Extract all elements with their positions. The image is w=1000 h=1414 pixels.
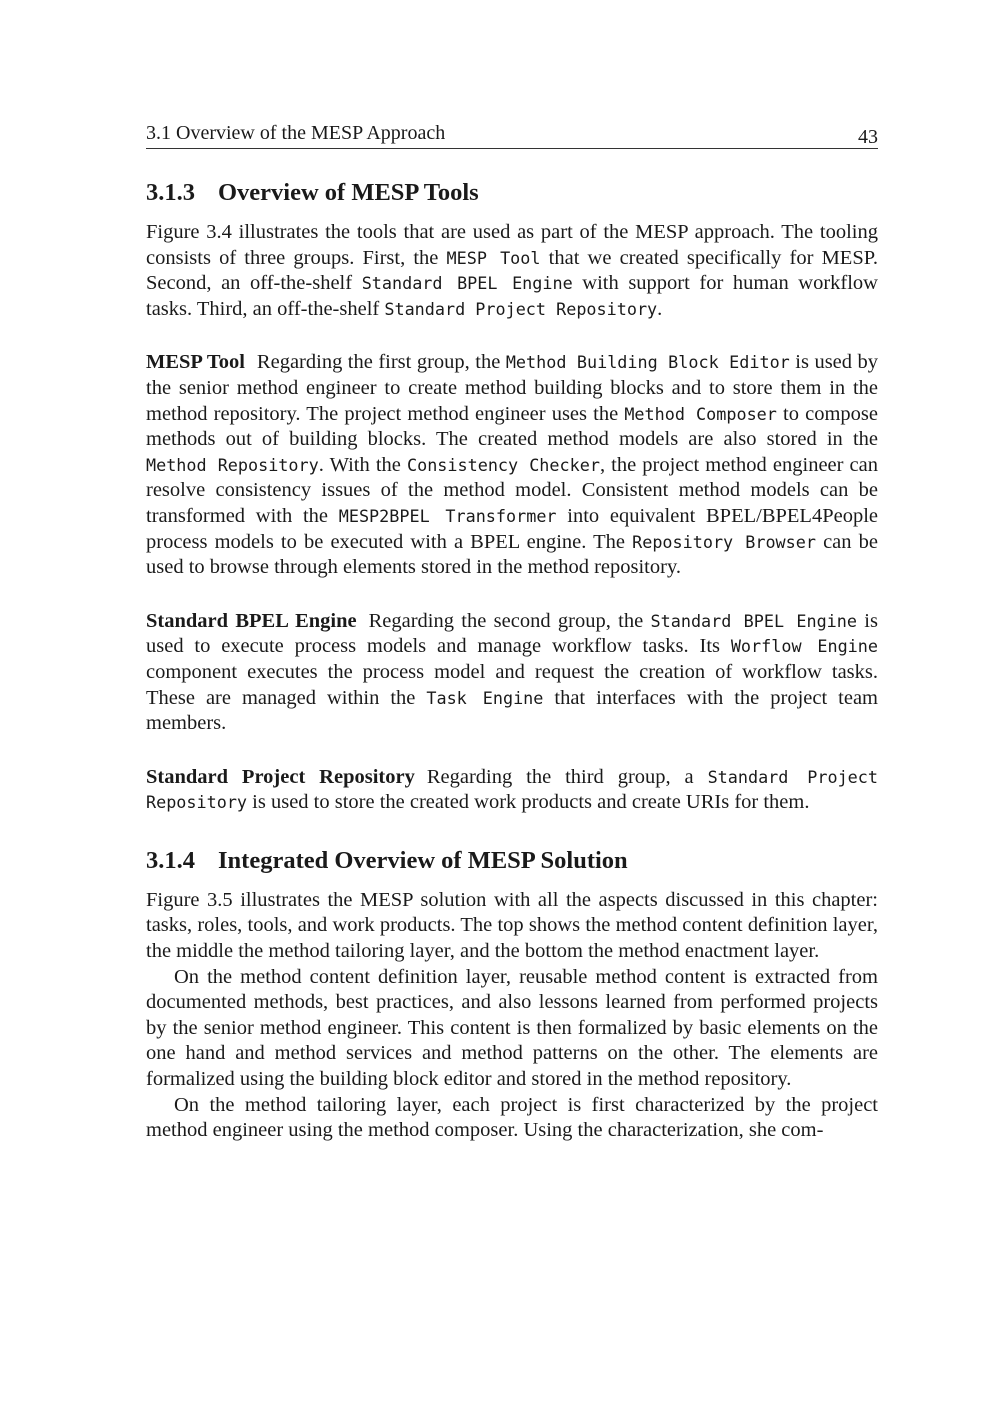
section-title: Overview of MESP Tools bbox=[218, 179, 479, 206]
run-in-heading: Standard BPEL Engine bbox=[146, 609, 357, 632]
section-heading-3-1-4 bbox=[146, 846, 878, 876]
text-run: into equivalent BPEL/BPEL4People process models to be executed with a BPEL engine. The bbox=[146, 504, 878, 553]
section-heading-3-1-3 bbox=[146, 178, 878, 208]
paragraph-content-definition: On the method content definition layer, reusable method content is extracted from documented methods, best practices, and also lessons learned from performed projects by the senior method engineer. This content is then formalized by basic elements on the one hand and method services and method patterns on the other. The elements are formalized using the building block editor and stored in the method repository. bbox=[146, 965, 878, 1091]
code-term: Standard BPEL Engine bbox=[361, 273, 573, 294]
section-title: Integrated Overview of MESP Solution bbox=[218, 846, 628, 874]
section-number: 3.1.4 bbox=[146, 846, 195, 874]
page-number: 43 bbox=[858, 126, 878, 148]
text-run: to compose methods out of building blocks. The created method models are also stored in the bbox=[146, 402, 878, 451]
code-term: MESP2BPEL Transformer bbox=[338, 505, 557, 526]
running-head-title: 3.1 Overview of the MESP Approach bbox=[146, 122, 446, 144]
paragraph-mesp-tool bbox=[146, 350, 878, 580]
section-number: 3.1.3 bbox=[146, 179, 195, 206]
paragraph-bpel-engine bbox=[146, 609, 878, 737]
text-run: is used by the senior method engineer to create method building blocks and to store them in the method repository. The project method engineer uses the bbox=[146, 351, 879, 425]
text-run: . bbox=[657, 297, 663, 320]
code-term: Method Repository bbox=[146, 454, 319, 475]
code-term: Standard Project Repository bbox=[146, 766, 878, 813]
text-run: . With the bbox=[318, 453, 407, 476]
run-in-heading: Standard Project Repository bbox=[146, 765, 415, 788]
paragraph-solution-intro: Figure 3.5 illustrates the MESP solution with all the aspects discussed in this chapter: tasks, roles, tools, and work products. The top shows the method content definition layer, the middle the method tailoring layer, and the bottom the method enactment layer. bbox=[146, 888, 878, 963]
code-term: Consistency Checker bbox=[407, 454, 600, 475]
code-term: MESP Tool bbox=[446, 247, 541, 268]
paragraph-project-repository bbox=[146, 765, 878, 816]
text-run: that interfaces with the project team members. bbox=[146, 686, 879, 735]
text-run: , the project method engineer can resolve consistency issues of the method model. Consistent method models can be transformed with the bbox=[146, 453, 879, 527]
paragraph-tools-intro bbox=[146, 220, 878, 322]
text-run: Regarding the first group, the bbox=[256, 351, 506, 374]
text-run: component executes the process model and request the creation of workflow tasks. These are managed within the bbox=[146, 660, 878, 709]
text-run: with support for human workflow tasks. Third, an off-the-shelf bbox=[146, 272, 878, 320]
code-term: Standard BPEL Engine bbox=[650, 610, 857, 631]
code-term: Task Engine bbox=[426, 687, 544, 708]
text-run: Figure 3.4 illustrates the tools that are used as part of the MESP approach. The tooling consists of three groups. First, the bbox=[146, 221, 878, 269]
body-text bbox=[146, 178, 878, 1144]
running-head bbox=[146, 120, 878, 149]
code-term: Repository Browser bbox=[632, 531, 816, 552]
paragraph-tailoring: On the method tailoring layer, each project is first characterized by the project method engineer using the method composer. Using the characterization, she com- bbox=[146, 1093, 878, 1142]
text-run: is used to execute process models and manage workflow tasks. Its bbox=[146, 609, 878, 658]
code-term: Method Building Block Editor bbox=[505, 352, 790, 373]
code-term: Worflow Engine bbox=[730, 636, 878, 657]
text-run: can be used to browse through elements stored in the method repository. bbox=[146, 530, 878, 579]
code-term: Method Composer bbox=[624, 403, 777, 424]
text-run: that we created specifically for MESP. Second, an off-the-shelf bbox=[146, 246, 878, 295]
text-run: Regarding the second group, the bbox=[368, 609, 651, 632]
text-run: Regarding the third group, a bbox=[426, 765, 708, 788]
text-run: is used to store the created work products and create URIs for them. bbox=[247, 791, 810, 814]
code-term: Standard Project Repository bbox=[384, 298, 658, 319]
run-in-heading: MESP Tool bbox=[146, 351, 245, 374]
